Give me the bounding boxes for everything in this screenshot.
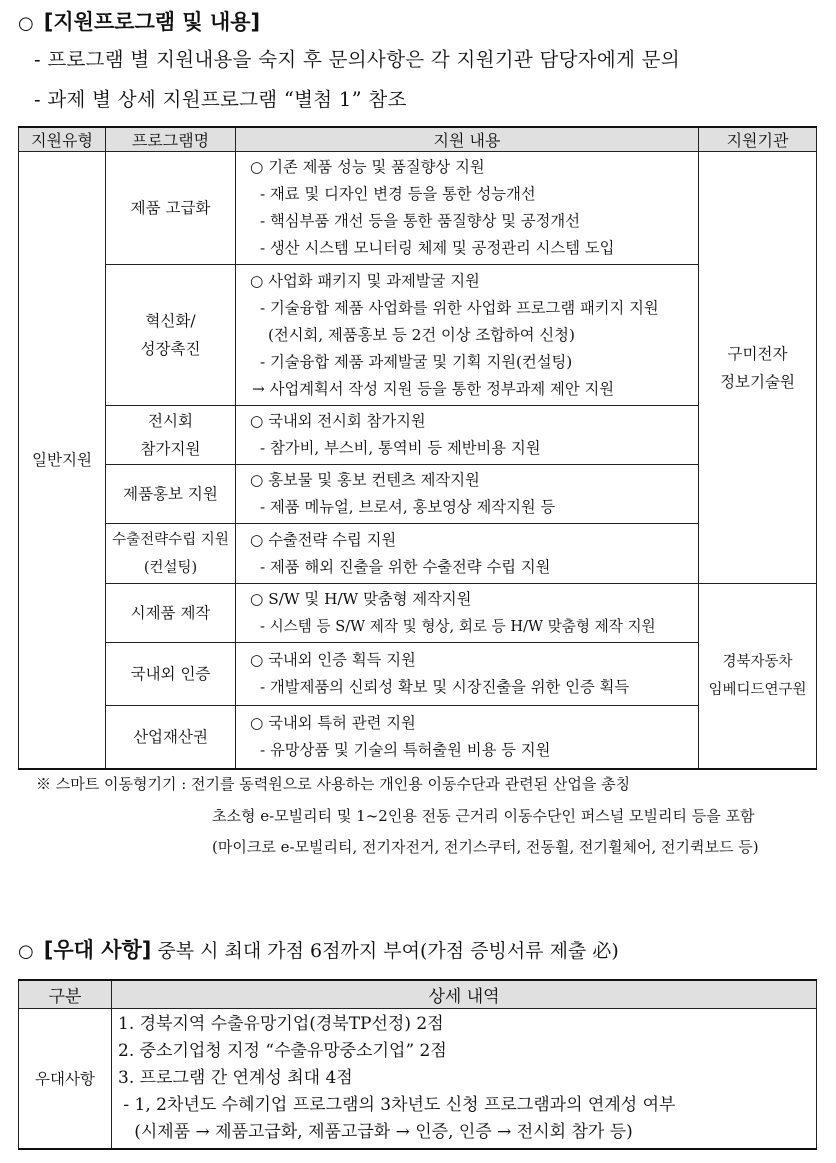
content-line: - 개발제품의 신뢰성 확보 및 시장진출을 위한 인증 획득 [260,678,630,696]
program-name-cell [106,584,236,643]
program-name: 국내외 인증 [130,665,211,683]
agency-a-line1: 구미전자 [727,344,788,363]
content-cell [236,265,699,406]
program-name: (컨설팅) [143,559,198,576]
program-name: 전시회 [148,412,193,430]
note-line3: (마이크로 e-모빌리티, 전기자전거, 전기스쿠터, 전동휠, 전기휠체어, 전기퀵보드 등) [212,838,759,856]
program-name: 제품 고급화 [130,199,211,217]
content-cell [236,152,699,265]
pref-category-cell: 우대사항 [19,1009,112,1150]
content-line: - 생산 시스템 모니터링 체제 및 공정관리 시스템 도입 [260,239,615,257]
content-line: - 제품 메뉴얼, 브로셔, 홍보영상 제작지원 등 [260,498,556,516]
program-name: 참가지원 [140,440,201,458]
program-name: 시제품 제작 [130,604,211,622]
content-line: ○ 기존 제품 성능 및 품질향상 지원 [250,158,485,176]
content-cell [236,524,699,584]
note-line1: ※ 스마트 이동형기기 : 전기를 동력원으로 사용하는 개인용 이동수단과 관련된 산업을 총칭 [36,775,631,793]
table-row [19,524,817,584]
content-line: - 제품 해외 진출을 위한 수출전략 수립 지원 [260,557,551,576]
content-line: - 시스템 등 S/W 제작 및 형상, 회로 등 H/W 맞춤형 제작 지원 [260,618,656,635]
program-name: 수출전략수립 지원 [112,531,229,548]
table-header-row [19,127,817,152]
content-cell [236,584,699,643]
program-name: 산업재산권 [133,727,208,746]
section2-bullet: ○ [18,941,34,962]
preference-table [18,979,817,1150]
content-cell [236,465,699,524]
table-row [19,152,817,265]
header-type: 지원유형 [19,127,106,152]
program-name-cell [106,406,236,465]
content-line: ○ 국내외 특허 관련 지원 [250,713,416,732]
table-row [19,265,817,406]
content-cell [236,706,699,769]
program-name-cell [106,265,236,406]
pref-detail-cell [112,1009,817,1150]
content-line: - 기술융합 제품 과제발굴 및 기획 지원(컨설팅) [260,352,573,371]
agency-a-line2: 정보기술원 [720,372,795,391]
content-cell [236,406,699,465]
table-row [19,406,817,465]
program-name: 제품홍보 지원 [123,485,218,503]
content-line: - 유망상품 및 기술의 특허출원 비용 등 지원 [260,740,551,759]
table-row [19,1009,817,1150]
section1-bullet: ○ [18,13,34,34]
pref-header-row [19,980,817,1009]
content-line: ○ 홍보물 및 홍보 컨텐츠 제작지원 [250,471,480,489]
section2-description: 중복 시 최대 가점 6점까지 부여(가점 증빙서류 제출 必) [151,940,619,962]
content-cell [236,643,699,706]
pref-header-category: 구분 [19,980,112,1009]
content-line: (전시회, 제품홍보 등 2건 이상 조합하여 신청) [268,325,575,344]
pref-line: 1. 경북지역 수출유망기업(경북TP선정) 2점 [118,1014,444,1034]
table-row [19,706,817,769]
pref-line: (시제품 → 제품고급화, 제품고급화 → 인증, 인증 → 전시회 참가 등) [118,1122,633,1142]
content-line: - 핵심부품 개선 등을 통한 품질향상 및 공정개선 [260,212,580,230]
pref-header-detail: 상세 내역 [112,980,817,1009]
content-line: - 참가비, 부스비, 통역비 등 제반비용 지원 [260,439,541,457]
header-content: 지원 내용 [236,127,699,152]
content-line: ○ 국내외 전시회 참가지원 [250,412,426,430]
table-row [19,643,817,706]
table-row [19,584,817,643]
program-name: 혁신화/ [145,312,196,330]
program-name-cell [106,524,236,584]
agency-cell-a [699,152,817,584]
content-line: → 사업계획서 작성 지원 등을 통한 정부과제 제안 지원 [252,379,615,398]
section2-title: [우대 사항] [43,938,152,962]
content-line: ○ 국내외 인증 획득 지원 [250,651,416,669]
program-name-cell [106,706,236,769]
section1-title: [지원프로그램 및 내용] [43,10,261,34]
header-program: 프로그램명 [106,127,236,152]
header-agency: 지원기관 [699,127,817,152]
pref-line: 3. 프로그램 간 연계성 최대 4점 [118,1068,353,1088]
agency-b-line1: 경북자동차 [722,653,793,670]
program-name-cell [106,465,236,524]
support-type-cell: 일반지원 [19,152,106,769]
content-line: ○ S/W 및 H/W 맞춤형 제작지원 [250,590,472,608]
support-program-table [18,126,817,770]
content-line: ○ 사업화 패키지 및 과제발굴 지원 [250,271,480,290]
program-name: 성장촉진 [140,340,201,358]
agency-cell-b [699,584,817,769]
pref-line: 2. 중소기업청 지정 “수출유망중소기업” 2점 [118,1041,447,1061]
content-line: - 재료 및 디자인 변경 등을 통한 성능개선 [260,185,536,203]
section1-line1: - 프로그램 별 지원내용을 숙지 후 문의사항은 각 지원기관 담당자에게 문의 [34,48,680,71]
section2-heading [18,934,619,964]
agency-b-line2: 임베디드연구원 [708,681,807,698]
content-line: ○ 수출전략 수립 지원 [250,530,397,549]
pref-line: - 1, 2차년도 수혜기업 프로그램의 3차년도 신청 프로그램과의 연계성 여부 [118,1095,676,1115]
program-name-cell [106,152,236,265]
program-name-cell [106,643,236,706]
content-line: - 기술융합 제품 사업화를 위한 사업화 프로그램 패키지 지원 [260,298,659,317]
note-line2: 초소형 e-모빌리티 및 1~2인용 전동 근거리 이동수단인 퍼스널 모빌리티 등을 포함 [212,807,755,825]
section1-line2: - 과제 별 상세 지원프로그램 “별첨 1” 참조 [34,88,407,111]
section1-heading [18,6,260,36]
table-row [19,465,817,524]
